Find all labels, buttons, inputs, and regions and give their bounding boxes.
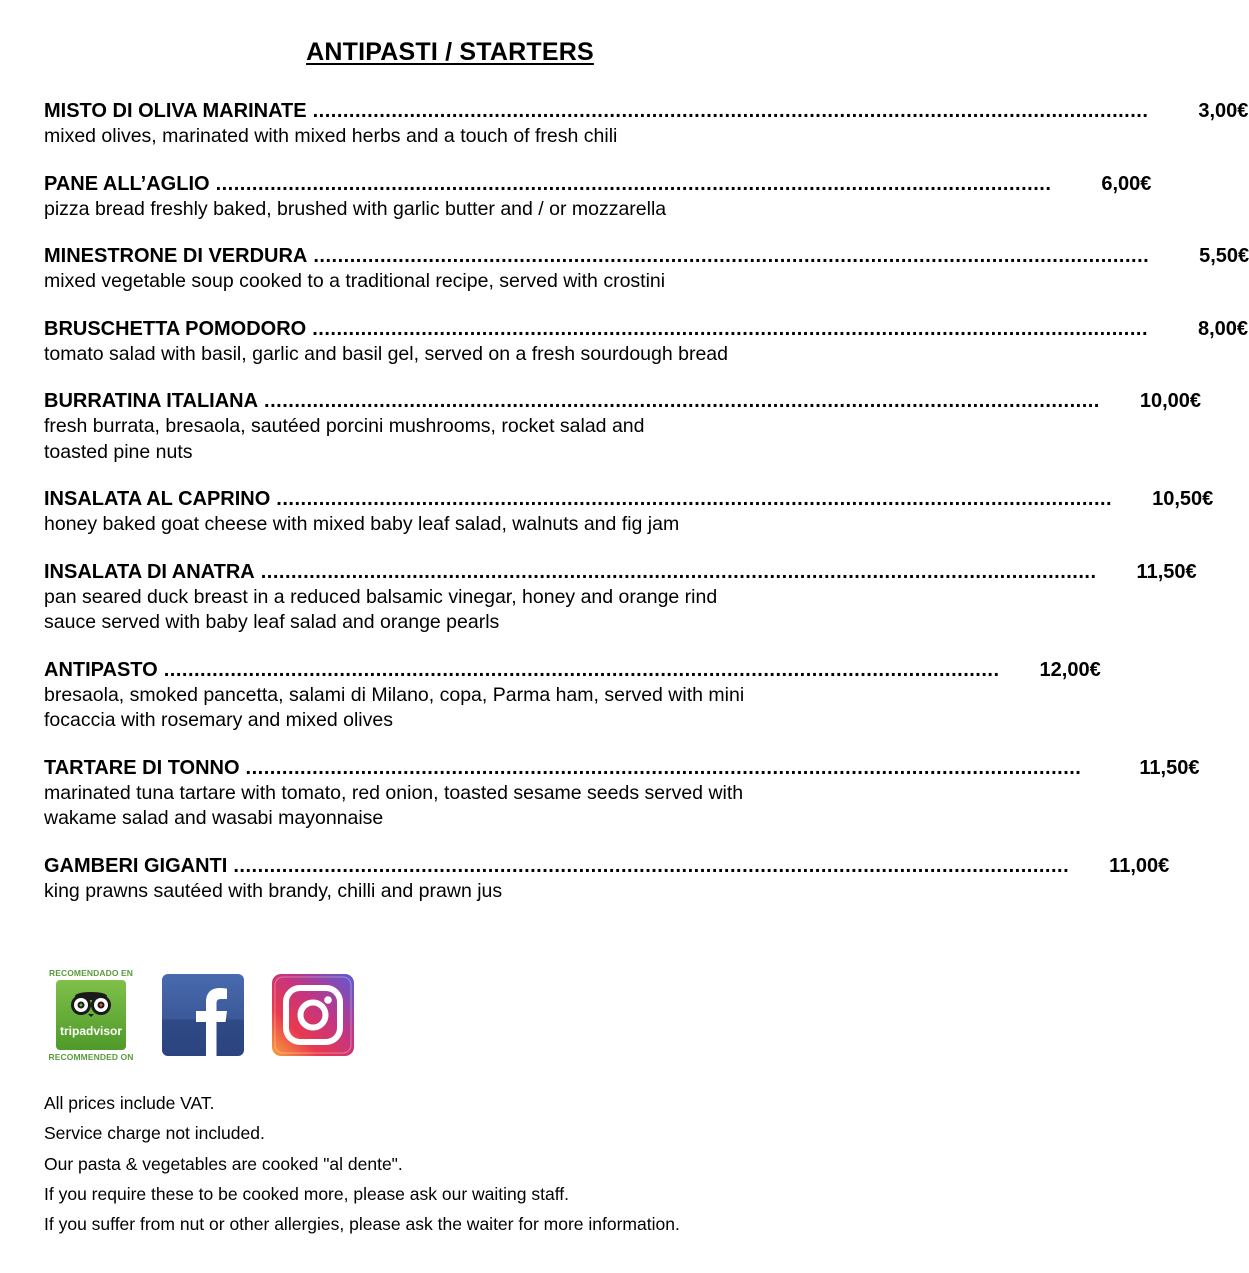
dot-leader: ..........................................................................................................................................	[260, 560, 1097, 583]
menu-item	[44, 388, 1202, 465]
item-name: TARTARE DI TONNO	[44, 756, 240, 779]
dot-leader: ..........................................................................................................................................	[313, 245, 1150, 267]
item-description: honey baked goat cheese with mixed baby leaf salad, walnuts and fig jam	[44, 513, 680, 535]
item-name: MINESTRONE DI VERDURA	[44, 245, 308, 267]
menu-item	[44, 98, 1249, 150]
item-description: pan seared duck breast in a reduced balsamic vinegar, honey and orange rind sauce served with baby leaf salad and orange pearls	[44, 585, 718, 633]
facebook-icon[interactable]	[162, 974, 244, 1056]
item-name: BURRATINA ITALIANA	[44, 390, 259, 412]
footer-note: Service charge not included.	[44, 1123, 265, 1144]
item-price: 12,00€	[1039, 658, 1101, 681]
tripadvisor-owl-icon	[68, 990, 114, 1018]
tripadvisor-badge[interactable]	[44, 968, 138, 1062]
item-name: INSALATA DI ANATRA	[44, 560, 255, 583]
dot-leader: ..........................................................................................................................................	[245, 756, 1082, 779]
item-description: mixed olives, marinated with mixed herbs and a touch of fresh chili	[44, 125, 618, 147]
item-price: 11,50€	[1139, 756, 1200, 779]
menu-list	[44, 98, 1249, 925]
dot-leader: ..........................................................................................................................................	[312, 317, 1149, 340]
item-description: mixed vegetable soup cooked to a traditional recipe, served with crostini	[44, 270, 666, 292]
item-description: marinated tuna tartare with tomato, red onion, toasted sesame seeds served with wakame salad and wasabi mayonnaise	[44, 781, 744, 829]
footer-notes	[44, 1088, 680, 1239]
social-badges	[44, 968, 354, 1062]
menu-item	[44, 755, 1200, 832]
item-description: pizza bread freshly baked, brushed with garlic butter and / or mozzarella	[44, 197, 667, 220]
dot-leader: ..........................................................................................................................................	[215, 172, 1052, 195]
item-description: tomato salad with basil, garlic and basil gel, served on a fresh sourdough bread	[44, 342, 728, 365]
dot-leader: ..........................................................................................................................................	[264, 390, 1100, 412]
dot-leader: ..........................................................................................................................................	[312, 100, 1149, 122]
tripadvisor-top-text: RECOMENDADO EN	[48, 968, 134, 978]
item-price: 5,50€	[1199, 245, 1249, 267]
item-name: PANE ALL’AGLIO	[44, 172, 210, 195]
dot-leader: ..........................................................................................................................................	[276, 488, 1113, 510]
item-description: fresh burrata, bresaola, sautéed porcini mushrooms, rocket salad and toasted pine nuts	[44, 415, 645, 463]
item-name: BRUSCHETTA POMODORO	[44, 317, 307, 340]
dot-leader: ..........................................................................................................................................	[233, 854, 1070, 877]
item-price: 10,00€	[1139, 390, 1202, 412]
instagram-icon[interactable]	[272, 974, 354, 1056]
menu-item	[44, 243, 1249, 295]
item-name: MISTO DI OLIVA MARINATE	[44, 100, 307, 122]
menu-item	[44, 316, 1249, 368]
item-name: INSALATA AL CAPRINO	[44, 488, 271, 510]
item-price: 11,00€	[1109, 854, 1170, 877]
dot-leader: ..........................................................................................................................................	[163, 658, 1000, 681]
item-description: bresaola, smoked pancetta, salami di Milano, copa, Parma ham, served with mini focaccia with rosemary and mixed olives	[44, 683, 745, 731]
menu-item	[44, 853, 1170, 905]
item-price: 6,00€	[1101, 172, 1152, 195]
page-title: ANTIPASTI / STARTERS	[306, 38, 594, 66]
menu-item	[44, 486, 1214, 538]
item-price: 8,00€	[1197, 317, 1249, 340]
menu-item	[44, 657, 1101, 734]
item-name: ANTIPASTO	[44, 658, 158, 681]
footer-note: All prices include VAT.	[44, 1093, 215, 1113]
item-price: 3,00€	[1198, 100, 1249, 122]
item-price: 10,50€	[1152, 488, 1214, 510]
tripadvisor-wordmark: tripadvisor	[59, 1024, 122, 1038]
footer-note: If you require these to be cooked more, please ask our waiting staff.	[44, 1183, 569, 1204]
menu-item	[44, 559, 1197, 636]
footer-note: Our pasta & vegetables are cooked "al dente".	[44, 1153, 403, 1174]
tripadvisor-bottom-text: RECOMMENDED ON	[48, 1052, 134, 1062]
item-name: GAMBERI GIGANTI	[44, 854, 228, 877]
item-price: 11,50€	[1136, 560, 1197, 583]
footer-note: If you suffer from nut or other allergies, please ask the waiter for more information.	[44, 1214, 680, 1235]
menu-item	[44, 171, 1152, 223]
item-description: king prawns sautéed with brandy, chilli and prawn jus	[44, 879, 503, 902]
